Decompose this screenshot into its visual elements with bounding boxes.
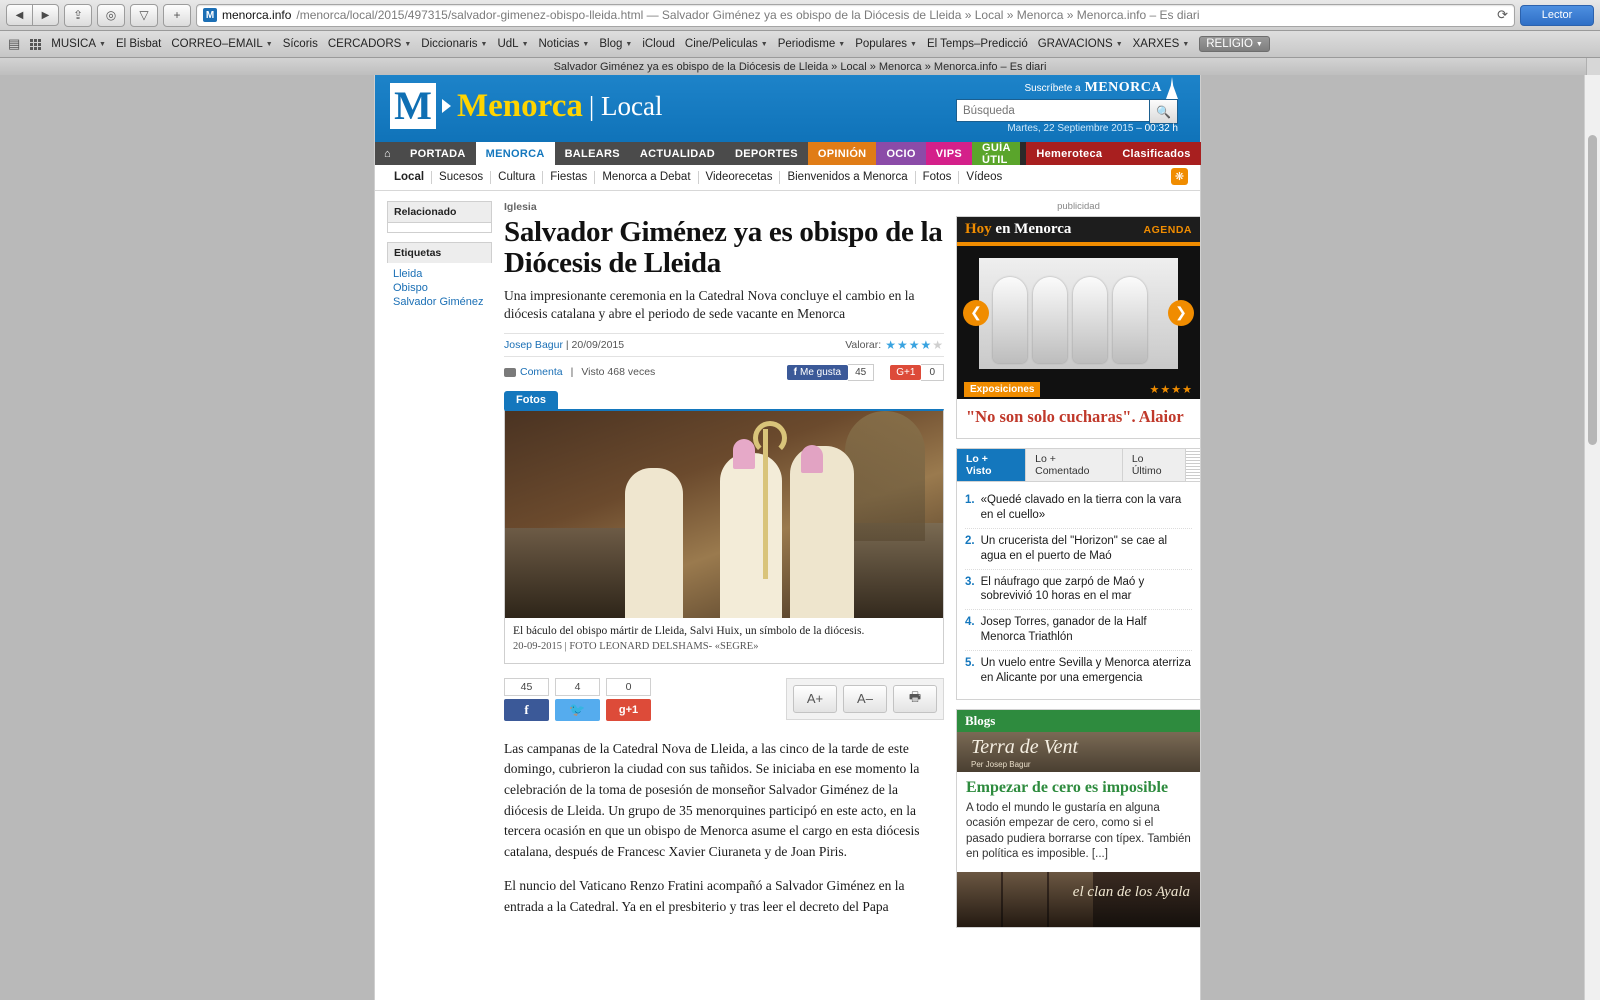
printer-icon: 🖶 (908, 688, 922, 704)
forward-button[interactable] (32, 4, 59, 26)
spoon-shape (1073, 277, 1107, 363)
nav-balears[interactable]: BALEARS (555, 142, 630, 165)
bookmark-cine-peliculas[interactable] (685, 38, 768, 50)
hoy-en-menorca-widget (956, 216, 1201, 439)
subnav-fiestas[interactable]: Fiestas (543, 171, 595, 184)
bookmark-label: Periodisme (777, 38, 836, 50)
bookmark-blog[interactable] (599, 38, 632, 50)
hoy-title (965, 221, 1071, 238)
subnav-bienvenidos-a-menorca[interactable]: Bienvenidos a Menorca (780, 171, 915, 184)
photo-tabs (504, 390, 944, 409)
nav-home[interactable] (375, 142, 400, 165)
photo-caption-text: El báculo del obispo mártir de Lleida, Salvi Huix, un símbolo de la diócesis. (513, 624, 865, 637)
bookmark-musica[interactable] (51, 38, 106, 50)
list-item[interactable] (965, 488, 1192, 529)
reader-button[interactable]: Lector (1520, 5, 1594, 26)
bookmark-label: UdL (497, 38, 519, 50)
most-read-list (957, 482, 1200, 699)
article-author[interactable]: Josep Bagur (504, 338, 563, 351)
tab-lo-mas-comentado[interactable]: Lo + Comentado (1026, 449, 1123, 481)
film-banner[interactable] (957, 872, 1200, 927)
carousel-prev-icon[interactable]: ❮ (963, 300, 989, 326)
film-frame (1003, 872, 1047, 927)
ad-label: publicidad (1057, 201, 1100, 212)
article-column (504, 201, 944, 931)
hoy-title-rest: en Menorca (995, 221, 1072, 237)
most-read-tabs (957, 449, 1200, 482)
tab-fotos[interactable]: Fotos (504, 391, 558, 409)
subnav-videorecetas[interactable]: Videorecetas (699, 171, 781, 184)
bookmark-label: Populares (855, 38, 907, 50)
bookmark-label: Diccionaris (421, 38, 478, 50)
agenda-link[interactable]: AGENDA (1143, 223, 1192, 236)
rank-number: 1. (965, 493, 975, 506)
gplus-count: 0 (921, 364, 944, 381)
url-path: /menorca/local/2015/497315/salvador-gimenez-obispo-lleida.html — Salvador Giménez ya es obispo de la Diócesis de Lleida » Local » Menorca » Menorca.info – Es diari (296, 8, 1200, 22)
subscribe-text: Suscríbete a (1024, 82, 1081, 94)
blog-post-title[interactable]: Empezar de cero es imposible (966, 779, 1169, 797)
sidebar-icon[interactable]: ▤ (8, 36, 21, 51)
blog-post-excerpt: A todo el mundo le gustaría en alguna ocasión empezar de cero, como si el pasado pudiera borrarse con típex. También en política es imposible. [...] (966, 801, 1191, 861)
chevron-down-icon: ▼ (760, 40, 768, 48)
rank-number: 5. (965, 657, 975, 670)
shield-icon: ◎ (105, 8, 117, 22)
chevron-down-icon: ▼ (99, 40, 106, 48)
bookmark-label: El Bisbat (115, 38, 162, 50)
facebook-icon: f (793, 366, 797, 378)
facebook-like-label: Me gusta (799, 366, 842, 378)
increase-font-button[interactable]: A+ (793, 685, 837, 713)
photo-figure-a (625, 468, 683, 618)
expo-rating-stars: ★★★★ (1149, 383, 1193, 396)
url-domain: menorca.info (222, 8, 292, 22)
tag-salvador-gimenez[interactable]: Salvador Giménez (393, 296, 484, 308)
blog-banner[interactable] (957, 732, 1200, 772)
glasses-icon: ▽ (139, 8, 149, 22)
share-twitter-count: 4 (555, 678, 600, 696)
site-favicon: M (203, 8, 217, 22)
article-paragraph: El nuncio del Vaticano Renzo Fratini acompañó a Salvador Giménez en la entrada a la Catedral. Ya en el presbiterio y tras leer el decreto del Papa (504, 878, 905, 914)
top-sites-icon[interactable] (30, 39, 41, 50)
nav-guia-util[interactable]: GUÍA ÚTIL (972, 142, 1020, 165)
share-button[interactable] (64, 4, 92, 27)
list-item[interactable] (965, 651, 1192, 691)
bookmark-label: El Temps–Predicció (926, 38, 1028, 50)
web-page (375, 75, 1200, 1000)
article-date: | 20/09/2015 (565, 338, 625, 351)
photo-crowd-left (505, 528, 625, 618)
bookmark-el-temps[interactable] (927, 38, 1028, 50)
chevron-down-icon: ▼ (625, 40, 633, 48)
date-time (1007, 123, 1178, 134)
nav-buttons (6, 4, 59, 26)
twitter-icon[interactable]: 🐦 (555, 699, 600, 721)
category-badge: Exposiciones (964, 382, 1040, 397)
nav-deportes[interactable]: DEPORTES (725, 142, 808, 165)
bookmark-label: Sícoris (282, 38, 318, 50)
scrollbar-thumb[interactable] (1588, 135, 1597, 445)
bookmark-periodisme[interactable] (778, 38, 845, 50)
bookmark-sicoris[interactable] (283, 38, 318, 50)
new-tab-button[interactable] (163, 4, 191, 27)
scrollbar-gutter (1586, 58, 1600, 76)
main-navigation (375, 142, 1200, 165)
bookmark-noticias[interactable] (539, 38, 590, 50)
divider: | (570, 366, 574, 379)
chevron-down-icon: ▼ (582, 40, 590, 48)
rating-widget[interactable] (845, 338, 944, 352)
bookmark-diccionaris[interactable] (421, 38, 487, 50)
hoy-meta (957, 379, 1200, 399)
nav-portada[interactable]: PORTADA (400, 142, 476, 165)
logo-section: | Local (588, 90, 663, 121)
subnav-fotos[interactable]: Fotos (916, 171, 960, 184)
tag-lleida[interactable]: Lleida (393, 268, 423, 280)
photo-figure-b (720, 453, 782, 618)
related-body (388, 223, 491, 232)
blog-banner-author: Per Josep Bagur (971, 760, 1031, 770)
chevron-down-icon: ▼ (480, 40, 488, 48)
nav-hemeroteca[interactable]: Hemeroteca (1026, 142, 1112, 165)
forward-icon: ▶ (41, 9, 50, 21)
rank-title[interactable]: Un crucerista del "Horizon" se cae al agua en el puerto de Maó (980, 534, 1168, 562)
share-gplus-count: 0 (606, 678, 651, 696)
chevron-down-icon: ▼ (521, 40, 529, 48)
list-item[interactable] (965, 570, 1192, 611)
rank-number: 3. (965, 575, 975, 588)
tab-lo-ultimo[interactable]: Lo Último (1123, 449, 1186, 481)
bookmark-label: Cine/Peliculas (684, 38, 758, 50)
bookmark-cercadors[interactable] (328, 38, 411, 50)
chevron-down-icon: ▼ (404, 40, 412, 48)
right-sidebar (956, 201, 1201, 931)
hoy-header (957, 217, 1200, 242)
comment-label: Comenta (520, 366, 563, 379)
search-icon: 🔍 (1156, 104, 1171, 119)
spoon-shape (1113, 277, 1147, 363)
page-viewport (0, 75, 1600, 1000)
bookmark-label: GRAVACIONS (1037, 38, 1113, 50)
photo-credit: 20-09-2015 | FOTO LEONARD DELSHAMS- «SEGRE» (513, 641, 759, 653)
address-bar[interactable] (196, 4, 1515, 27)
chevron-down-icon: ▼ (1115, 40, 1123, 48)
lighthouse-icon (1166, 77, 1178, 99)
photo-crozier-top (753, 421, 787, 455)
subscribe-link[interactable] (1024, 77, 1178, 99)
section-navigation (375, 165, 1200, 191)
rank-title[interactable]: Josep Torres, ganador de la Half Menorca Triathlón (980, 616, 1147, 644)
spoon-shape (993, 277, 1027, 363)
plus-icon: + (173, 8, 181, 22)
reading-list-button[interactable] (130, 4, 158, 27)
film-frame (957, 872, 1001, 927)
tag-obispo[interactable]: Obispo (393, 282, 428, 294)
current-date: Martes, 22 Septiembre 2015 – (1007, 123, 1142, 134)
bookmark-label: iCloud (642, 38, 675, 50)
nav-clasificados[interactable]: Clasificados (1112, 142, 1200, 165)
article-kicker: Iglesia (504, 201, 537, 213)
tags-list (387, 263, 492, 315)
vertical-scrollbar[interactable] (1584, 75, 1600, 1000)
logo-mark: M (390, 83, 436, 129)
decrease-font-button[interactable]: A– (843, 685, 887, 713)
list-item[interactable] (965, 529, 1192, 570)
article-photo-frame (504, 409, 944, 664)
nav-vips[interactable]: VIPS (926, 142, 972, 165)
blogs-title: Blogs (957, 710, 1200, 732)
logo-arrow-icon (442, 99, 451, 113)
facebook-icon[interactable]: f (504, 699, 549, 721)
article-paragraph: Las campanas de la Catedral Nova de Lleida, a las cinco de la tarde de este domingo, cubrieron la ciudad con sus tañidos. Se iniciaba en ese momento la celebración de la toma de posesión de monseñor Salvador Giménez de la diócesis de Lleida. Un grupo de 35 menorquines participó en este acto, en la tercera ocasión en que un obispo de Menorca asume el cargo en esta diócesis catalana, después de Francesc Xavier Ciuraneta y de Joan Piris. (504, 740, 920, 859)
article-byline (504, 333, 944, 357)
subnav-menorca-a-debat[interactable]: Menorca a Debat (595, 171, 698, 184)
bookmark-label: Noticias (538, 38, 580, 50)
back-icon: ◀ (15, 9, 24, 21)
facebook-like-button[interactable] (787, 365, 848, 380)
search-box[interactable] (956, 99, 1178, 124)
article-standfirst: Una impresionante ceremonia en la Catedral Nova concluye el cambio en la diócesis catalana y abre el periodo de sede vacante en Menorca (504, 288, 915, 321)
bookmark-religio[interactable] (1199, 36, 1270, 52)
view-count: Visto 468 veces (581, 366, 656, 379)
site-logo[interactable] (390, 83, 662, 129)
bookmark-label: CERCADORS (327, 38, 402, 50)
print-button[interactable] (893, 685, 937, 713)
rss-icon[interactable]: ❋ (1171, 168, 1188, 185)
bookmark-label: MUSICA (51, 38, 97, 50)
comment-bubble-icon (504, 368, 516, 377)
share-facebook-count: 45 (504, 678, 549, 696)
current-time: 00:32 h (1144, 123, 1178, 134)
site-header (375, 75, 1200, 142)
chevron-down-icon: ▼ (265, 40, 273, 48)
nav-ocio[interactable]: OCIO (876, 142, 925, 165)
tags-title: Etiquetas (387, 242, 492, 263)
share-icon: ⇪ (72, 8, 84, 22)
bookmarks-bar (0, 31, 1600, 58)
facebook-like-widget[interactable] (787, 364, 875, 381)
blogs-widget (956, 709, 1201, 928)
search-button[interactable] (1149, 99, 1178, 124)
share-twitter[interactable] (555, 678, 600, 721)
bookmark-xarxes[interactable] (1133, 38, 1190, 50)
privacy-button[interactable] (97, 4, 125, 27)
home-icon: ⌂ (384, 147, 391, 160)
rank-title[interactable]: «Quedé clavado en la tierra con la vara en el cuello» (980, 493, 1182, 521)
bookmark-icloud[interactable] (642, 38, 675, 50)
nav-actualidad[interactable]: ACTUALIDAD (630, 142, 725, 165)
rank-number: 4. (965, 616, 975, 629)
rank-number: 2. (965, 534, 975, 547)
search-input[interactable] (956, 99, 1149, 122)
bookmark-label: RELIGIO (1206, 38, 1253, 50)
gplus-widget[interactable] (890, 364, 944, 381)
carousel-next-icon[interactable]: ❯ (1168, 300, 1194, 326)
facebook-like-count: 45 (848, 364, 874, 381)
subnav-videos[interactable]: Vídeos (966, 171, 1003, 183)
list-item[interactable] (393, 268, 486, 280)
article-photo (505, 411, 943, 618)
hoy-title-accent: Hoy (965, 221, 996, 237)
photo-mitre-a (733, 439, 755, 469)
share-facebook[interactable] (504, 678, 549, 721)
google-plus-icon[interactable]: g+1 (606, 699, 651, 721)
chevron-down-icon: ▼ (910, 40, 917, 48)
related-title: Relacionado (388, 202, 491, 223)
rating-stars[interactable]: ★★★★★ (885, 337, 944, 352)
chevron-down-icon: ▼ (1182, 40, 1190, 48)
list-item[interactable] (965, 610, 1192, 651)
share-bar (504, 678, 944, 721)
bookmark-populares[interactable] (855, 38, 917, 50)
related-box (387, 201, 492, 233)
rank-title[interactable]: Un vuelo entre Sevilla y Menorca aterriza en Alicante por una emergencia (980, 657, 1191, 685)
comment-link[interactable] (504, 366, 563, 378)
bookmark-gravacions[interactable] (1038, 38, 1123, 50)
bookmark-el-bisbat[interactable] (116, 38, 161, 50)
subscribe-brand: MENORCA (1084, 80, 1162, 95)
bookmark-label: CORREO–EMAIL (171, 38, 263, 50)
subnav-local[interactable]: Local (387, 171, 432, 184)
share-gplus[interactable] (606, 678, 651, 721)
tab-lo-mas-visto[interactable]: Lo + Visto (957, 449, 1026, 481)
nav-menorca[interactable]: MENORCA (476, 142, 555, 165)
drag-handle[interactable] (1186, 449, 1200, 481)
article-social-row (504, 357, 944, 390)
bookmark-udl[interactable] (497, 38, 528, 50)
tags-box (387, 242, 492, 315)
hoy-item-title[interactable]: "No son solo cucharas". Alaior (966, 407, 1184, 426)
photo-caption (505, 618, 943, 663)
rank-title[interactable]: El náufrago que zarpó de Maó y sobrevivió 10 horas en el mar (980, 575, 1145, 603)
hoy-photo (979, 258, 1178, 369)
photo-mitre-b (801, 445, 823, 473)
photo-arch (845, 411, 925, 541)
reload-icon[interactable]: ⟳ (1497, 7, 1508, 22)
left-sidebar (387, 201, 492, 931)
page-title: Salvador Giménez ya es obispo de la Diócesis de Lleida » Local » Menorca » Menorca.info – Es diari (553, 61, 1047, 73)
back-button[interactable] (6, 4, 32, 26)
chevron-down-icon: ▼ (1255, 40, 1263, 48)
list-item[interactable] (393, 296, 486, 308)
bookmark-correo-email[interactable] (171, 38, 272, 50)
subnav-cultura[interactable]: Cultura (491, 171, 543, 184)
hoy-image[interactable] (957, 246, 1200, 379)
nav-opinion[interactable]: OPINIÓN (808, 142, 877, 165)
gplus-button[interactable]: G+1 (890, 365, 921, 380)
page-content (375, 191, 1200, 931)
chevron-down-icon: ▼ (838, 40, 846, 48)
bookmark-label: XARXES (1132, 38, 1180, 50)
bookmark-label: Blog (599, 38, 623, 50)
article-tools (786, 678, 944, 720)
rating-label: Valorar: (845, 338, 882, 351)
most-read-widget (956, 448, 1201, 700)
browser-toolbar (0, 0, 1600, 31)
logo-wordmark: Menorca (457, 87, 583, 124)
logo-section-label: Local (601, 90, 663, 121)
subnav-sucesos[interactable]: Sucesos (432, 171, 491, 184)
article-body (504, 739, 944, 917)
article-headline: Salvador Giménez ya es obispo de la Diócesis de Lleida (504, 216, 943, 280)
blog-banner-title: Terra de Vent (971, 736, 1079, 759)
star-empty-icon: ★ (932, 337, 944, 352)
list-item[interactable] (393, 282, 486, 294)
spoon-shape (1033, 277, 1067, 363)
film-banner-title: el clan de los Ayala (1072, 884, 1190, 901)
